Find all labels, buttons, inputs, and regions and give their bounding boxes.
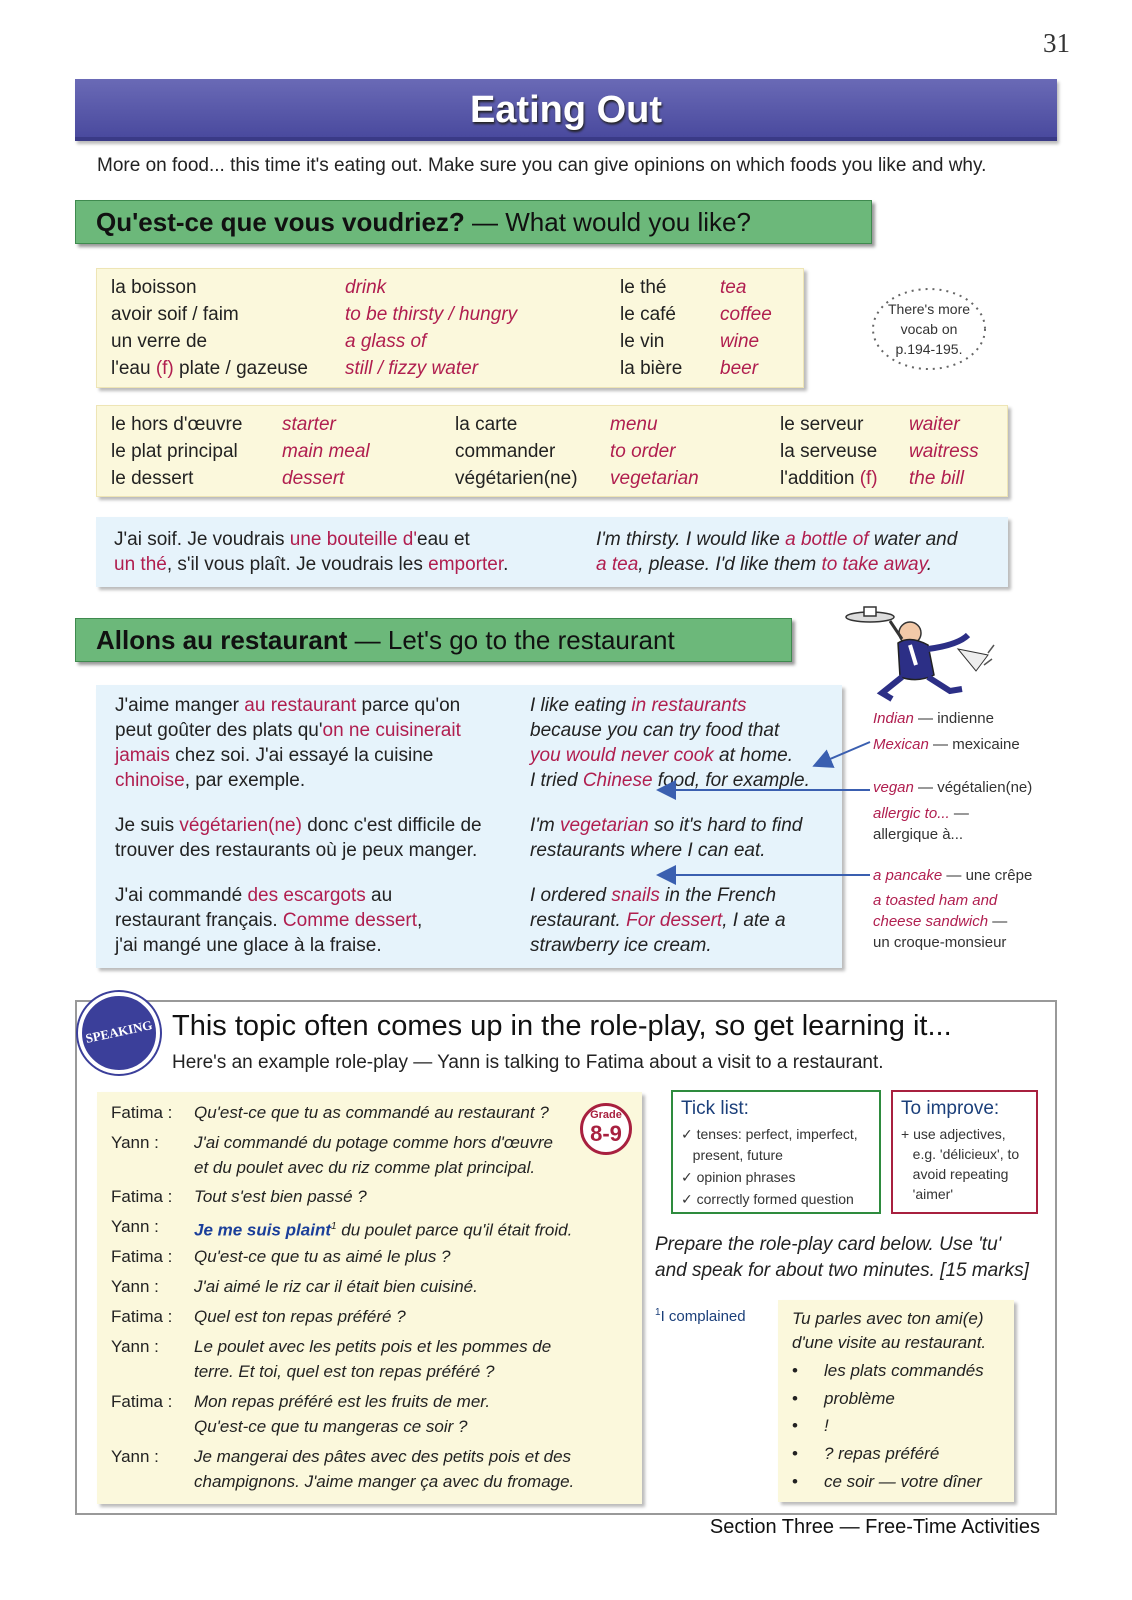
dialogue-line: Yann : Le poulet avec les petits pois et les pommes de terre. Et toi, quel est ton repas préféré ? — [111, 1337, 552, 1381]
vocab-en: the bill — [909, 468, 964, 489]
to-improve-item: 'aimer' — [901, 1186, 954, 1202]
card-intro: d'une visite au restaurant. — [792, 1333, 987, 1352]
vocab-en: main meal — [282, 441, 370, 462]
to-improve-item: avoid repeating — [901, 1166, 1009, 1182]
footnote: $^1$I complained — [655, 1307, 746, 1325]
task-instructions — [655, 1232, 1029, 1284]
tick-list-item: ✓ opinion phrases — [681, 1169, 796, 1185]
vocab-fr: le hors d'œuvre — [111, 414, 243, 435]
intro-text: More on food... this time it's eating out. Make sure you can give opinions on which foods you like and why. — [97, 155, 987, 176]
section-header-en: — Let's go to the restaurant — [354, 625, 675, 655]
tick-list-box — [671, 1090, 881, 1214]
vocab-en: to order — [610, 441, 676, 462]
side-vocab-croque-monsieur: a toasted ham and cheese sandwich — un croque-monsieur — [873, 892, 1008, 951]
side-vocab-mexican: Mexican — mexicaine — [873, 736, 1020, 753]
task-instructions-line: and speak for about two minutes. [15 marks] — [655, 1260, 1029, 1281]
tick-list-item: ✓ correctly formed question — [681, 1191, 854, 1207]
tick-list-item: ✓ tenses: perfect, imperfect, — [681, 1126, 858, 1142]
restaurant-en-paragraph-3: I ordered snails in the French restaurant. For dessert, I ate a strawberry ice cream. — [530, 885, 786, 956]
page-footer: Section Three — Free-Time Activities — [709, 1516, 1040, 1538]
vocab-fr: le dessert — [111, 468, 194, 489]
dialogue-line: Fatima : Qu'est-ce que tu as aimé le plus ? — [111, 1247, 451, 1266]
section-header-fr: Qu'est-ce que vous voudriez? — [96, 207, 465, 237]
vocab-en: starter — [282, 414, 336, 435]
restaurant-fr-paragraph-3: J'ai commandé des escargots au restaurant français. Comme dessert, j'ai mangé une glace à la fraise. — [115, 885, 423, 956]
title-banner — [75, 79, 1057, 141]
more-vocab-note — [870, 285, 988, 373]
pointer-arrows-icon — [640, 730, 880, 900]
vocab-fr: le serveur — [780, 414, 864, 435]
example-fr: J'ai soif. Je voudrais une bouteille d'eau et un thé, s'il vous plaît. Je voudrais les emporter. — [114, 529, 509, 575]
vocab-en: tea — [720, 277, 747, 298]
grade-badge — [580, 1103, 632, 1155]
side-vocab-allergic: allergic to... — allergique à... — [873, 805, 969, 843]
vocab-en: waitress — [909, 441, 979, 462]
speaking-title: This topic often comes up in the role-play, so get learning it... — [172, 1010, 952, 1042]
vocab-note-line: p.194-195. — [895, 341, 963, 357]
vocab-fr: l'eau (f) plate / gazeuse — [111, 358, 308, 379]
vocab-note-line: vocab on — [900, 321, 958, 337]
section-header-what-would-you-like — [75, 200, 872, 244]
to-improve-title: To improve: — [901, 1098, 1000, 1119]
section-header-restaurant — [75, 618, 792, 662]
vocab-box-restaurant — [96, 405, 1008, 497]
speaking-badge-label: SPEAKING — [84, 1017, 154, 1046]
vocab-fr: la bière — [620, 358, 683, 379]
dialogue-line: Yann : Je mangerai des pâtes avec des petits pois et des champignons. J'aime manger ça avec du fromage. — [111, 1447, 575, 1491]
vocab-fr: la serveuse — [780, 441, 878, 462]
to-improve-item: + use adjectives, — [901, 1126, 1006, 1142]
vocab-note-line: There's more — [887, 301, 971, 317]
vocab-en: menu — [610, 414, 658, 435]
vocab-en: coffee — [720, 304, 772, 325]
example-box-drinks — [96, 517, 1008, 587]
card-bullet: • ! — [792, 1416, 829, 1435]
vocab-fr: la boisson — [111, 277, 197, 298]
vocab-fr: le vin — [620, 331, 665, 352]
dialogue-line: Fatima : Mon repas préféré est les fruits de mer. Qu'est-ce que tu mangeras ce soir ? — [111, 1392, 491, 1436]
speaking-badge — [78, 992, 160, 1074]
tick-list-title: Tick list: — [681, 1098, 749, 1119]
vocab-en: beer — [720, 358, 759, 379]
section-header-en: — What would you like? — [472, 207, 751, 237]
speaking-subtitle: Here's an example role-play — Yann is talking to Fatima about a visit to a restaurant. — [172, 1052, 884, 1073]
dialogue-line: Fatima : Qu'est-ce que tu as commandé au restaurant ? — [111, 1103, 549, 1122]
vocab-en: waiter — [909, 414, 960, 435]
section-header-fr: Allons au restaurant — [96, 625, 348, 655]
to-improve-item: e.g. 'délicieux', to — [901, 1146, 1020, 1162]
restaurant-fr-paragraph-1: J'aime manger au restaurant parce qu'on peut goûter des plats qu'on ne cuisinerait jamais chez soi. J'ai essayé la cuisine chinoise, par exemple. — [115, 695, 461, 791]
page-title: Eating Out — [469, 89, 663, 131]
example-en: I'm thirsty. I would like a bottle of water and a tea, please. I'd like them to take away. — [596, 529, 958, 575]
vocab-fr: le plat principal — [111, 441, 238, 462]
side-vocab-pancake: a pancake — une crêpe — [873, 867, 1033, 884]
vocab-fr: le thé — [620, 277, 667, 298]
to-improve-box — [891, 1090, 1038, 1214]
dialogue-line: Yann : J'ai aimé le riz car il était bien cuisiné. — [111, 1277, 478, 1296]
dialogue-line: Fatima : Quel est ton repas préféré ? — [111, 1307, 406, 1326]
card-bullet: • problème — [792, 1389, 895, 1408]
restaurant-en-paragraph-1: I like eating in restaurants because you can try food that you would never cook at home. I tried Chinese food, for example. — [530, 695, 810, 791]
restaurant-fr-paragraph-2: Je suis végétarien(ne) donc c'est difficile de trouver des restaurants où je peux manger. — [115, 815, 482, 861]
page-number: 31 — [1043, 28, 1070, 58]
dialogue-line: Fatima : Tout s'est bien passé ? — [111, 1187, 367, 1206]
roleplay-dialogue — [97, 1092, 642, 1504]
restaurant-en-paragraph-2: I'm vegetarian so it's hard to find restaurants where I can eat. — [530, 815, 803, 861]
dialogue-line: Yann : Je me suis plaint$^1$ du poulet parce qu'il était froid. — [111, 1217, 573, 1240]
vocab-box-drinks — [96, 268, 804, 388]
vocab-en: a glass of — [345, 331, 427, 352]
vocab-en: drink — [345, 277, 387, 298]
vocab-fr: le café — [620, 304, 676, 325]
side-vocab-indian: Indian — indienne — [873, 710, 994, 727]
vocab-fr: avoir soif / faim — [111, 304, 239, 325]
card-bullet: • ? repas préféré — [792, 1444, 940, 1463]
grade-value: 8-9 — [590, 1121, 622, 1146]
vocab-en: wine — [720, 331, 760, 352]
vocab-fr: un verre de — [111, 331, 208, 352]
vocab-en: vegetarian — [610, 468, 699, 489]
waiter-illustration-icon — [838, 605, 998, 705]
vocab-en: to be thirsty / hungry — [345, 304, 518, 325]
grade-label: Grade — [590, 1109, 622, 1121]
vocab-fr: commander — [455, 441, 556, 462]
vocab-fr: l'addition (f) — [780, 468, 878, 489]
vocab-en: dessert — [282, 468, 345, 489]
card-intro: Tu parles avec ton ami(e) — [792, 1309, 984, 1328]
dialogue-line: Yann : J'ai commandé du potage comme hors d'œuvre et du poulet avec du riz comme plat principal. — [111, 1133, 553, 1177]
roleplay-card — [778, 1300, 1014, 1502]
tick-list-item: present, future — [681, 1147, 783, 1163]
side-vocab-vegan: vegan — végétalien(ne) — [873, 779, 1033, 796]
vocab-fr: la carte — [455, 414, 518, 435]
task-instructions-line: Prepare the role-play card below. Use 'tu' — [655, 1234, 1002, 1255]
card-bullet: • les plats commandés — [792, 1361, 984, 1380]
vocab-fr: végétarien(ne) — [455, 468, 578, 489]
card-bullet: • ce soir — votre dîner — [792, 1472, 982, 1491]
vocab-en: still / fizzy water — [345, 358, 479, 379]
